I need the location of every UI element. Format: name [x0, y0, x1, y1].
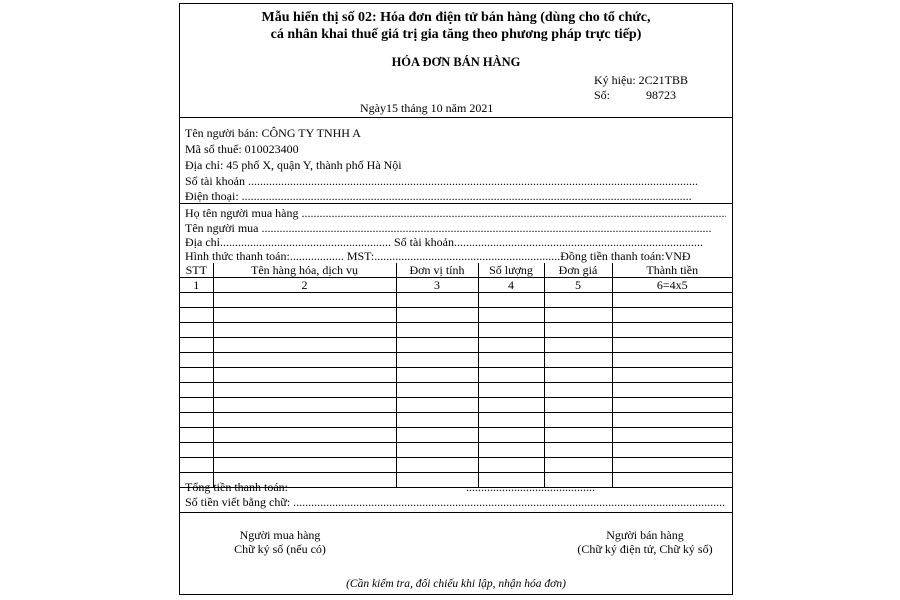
seller-name: Tên người bán: CÔNG TY TNHH A — [185, 126, 361, 140]
invoice-symbol: Ký hiệu: 2C21TBB — [594, 73, 689, 87]
table-cell — [544, 353, 612, 368]
table-cell — [180, 308, 213, 323]
table-cell — [612, 353, 732, 368]
table-cell — [396, 428, 478, 443]
items-table — [180, 263, 732, 488]
invoice-title: HÓA ĐƠN BÁN HÀNG — [391, 55, 521, 69]
table-cell — [544, 368, 612, 383]
table-cell — [544, 308, 612, 323]
table-cell — [612, 383, 732, 398]
seller-tax-code: Mã số thuế: 010023400 — [185, 142, 299, 156]
col-header: Số lượng — [478, 263, 544, 278]
table-row — [180, 368, 732, 383]
table-cell — [213, 308, 396, 323]
buyer-signature-title: Người mua hàng — [239, 528, 321, 542]
table-cell — [213, 428, 396, 443]
table-cell — [180, 368, 213, 383]
col-header: Tên hàng hóa, dịch vụ — [213, 263, 396, 278]
buyer-account: Số tài khoản — [394, 236, 454, 249]
table-cell — [396, 368, 478, 383]
table-cell — [544, 323, 612, 338]
table-cell — [396, 323, 478, 338]
table-row — [180, 353, 732, 368]
table-cell — [396, 353, 478, 368]
buyer-name: Tên người mua ..... — [185, 222, 726, 236]
buyer-full-name: Họ tên người mua hàng ..... — [185, 207, 726, 221]
table-cell — [213, 338, 396, 353]
table-cell — [180, 428, 213, 443]
table-row — [180, 398, 732, 413]
table-cell — [544, 443, 612, 458]
table-cell — [478, 353, 544, 368]
table-header-row — [180, 263, 732, 278]
table-cell — [396, 398, 478, 413]
table-cell: 6=4x5 — [612, 278, 732, 293]
table-cell — [213, 398, 396, 413]
table-cell — [544, 398, 612, 413]
table-row — [180, 308, 732, 323]
table-cell — [478, 458, 544, 473]
invoice-number-value: 98723 — [646, 88, 677, 102]
table-index-row — [180, 278, 732, 293]
seller-signature-note: (Chữ ký điện tử, Chữ ký số) — [577, 541, 713, 556]
table-cell — [478, 323, 544, 338]
table-cell — [180, 458, 213, 473]
table-cell — [478, 428, 544, 443]
invoice-number-label: Số: — [594, 88, 611, 102]
table-cell — [180, 323, 213, 338]
seller-signature-title: Người bán hàng — [606, 528, 684, 542]
divider — [180, 117, 732, 118]
table-cell — [213, 383, 396, 398]
table-cell — [478, 413, 544, 428]
table-cell — [544, 338, 612, 353]
table-cell — [180, 398, 213, 413]
col-header: STT — [180, 263, 213, 278]
table-cell — [396, 413, 478, 428]
table-row — [180, 383, 732, 398]
table-cell — [180, 293, 213, 308]
table-cell — [612, 428, 732, 443]
table-cell — [180, 383, 213, 398]
table-cell — [544, 428, 612, 443]
table-cell — [396, 443, 478, 458]
col-header: Thành tiền — [612, 263, 732, 278]
buyer-mst: MST: — [346, 249, 375, 263]
seller-address: Địa chỉ: 45 phố X, quận Y, thành phố Hà Nội — [185, 158, 402, 172]
table-cell — [612, 443, 732, 458]
table-cell — [612, 413, 732, 428]
table-cell — [478, 398, 544, 413]
amount-in-words: Số tiền viết bằng chữ: ..... — [185, 496, 726, 510]
table-cell — [544, 413, 612, 428]
table-cell — [180, 338, 213, 353]
table-row — [180, 458, 732, 473]
payment-method: Hình thức thanh toán: — [185, 249, 290, 263]
table-row — [180, 293, 732, 308]
table-cell — [612, 398, 732, 413]
table-cell — [612, 323, 732, 338]
seller-signature-block — [560, 529, 730, 557]
table-cell — [478, 383, 544, 398]
table-cell: 3 — [396, 278, 478, 293]
table-cell — [478, 308, 544, 323]
invoice-document — [179, 3, 733, 595]
table-row — [180, 413, 732, 428]
buyer-signature-note: Chữ ký số (nếu có) — [234, 541, 326, 556]
footer-note: (Cần kiểm tra, đối chiếu khi lập, nhận hóa đơn) — [346, 578, 566, 590]
table-cell — [213, 443, 396, 458]
table-cell — [213, 323, 396, 338]
table-row — [180, 338, 732, 353]
invoice-date: Ngày15 tháng 10 năm 2021 — [360, 101, 494, 115]
table-cell — [478, 368, 544, 383]
total-payment-label: Tổng tiền thanh toán: — [185, 480, 288, 494]
table-cell — [544, 293, 612, 308]
table-cell — [213, 413, 396, 428]
table-cell — [544, 383, 612, 398]
col-header: Đơn giá — [544, 263, 612, 278]
total-payment-row: Tổng tiền thanh toán: ........................................... — [185, 480, 595, 494]
table-row — [180, 428, 732, 443]
template-title-line2: cá nhân khai thuế giá trị gia tăng theo phương pháp trực tiếp) — [270, 27, 642, 42]
table-cell — [612, 368, 732, 383]
table-cell — [213, 368, 396, 383]
table-cell — [396, 383, 478, 398]
table-cell — [478, 443, 544, 458]
invoice-number — [594, 89, 676, 103]
table-cell — [396, 308, 478, 323]
table-cell — [180, 443, 213, 458]
divider — [180, 203, 732, 204]
buyer-payment-row: Hình thức thanh toán:.................. MST:..............................................................Đồng tiền thanh toán:VNĐ — [185, 249, 691, 263]
table-cell — [213, 458, 396, 473]
table-body — [180, 293, 732, 488]
table-cell — [213, 353, 396, 368]
table-cell — [180, 413, 213, 428]
table-cell — [612, 458, 732, 473]
buyer-signature-block — [210, 529, 350, 557]
seller-account: Số tài khoản ..... — [185, 175, 702, 189]
col-header: Đơn vị tính — [396, 263, 478, 278]
table-cell — [544, 458, 612, 473]
table-cell — [612, 308, 732, 323]
table-cell: 5 — [544, 278, 612, 293]
divider — [180, 512, 732, 513]
table-cell — [396, 293, 478, 308]
table-cell — [396, 338, 478, 353]
table-cell — [612, 293, 732, 308]
table-cell — [478, 293, 544, 308]
buyer-address: Địa chỉ — [185, 236, 220, 249]
table-cell: 4 — [478, 278, 544, 293]
table-row — [180, 443, 732, 458]
table-cell — [396, 458, 478, 473]
buyer-address-row: Địa chỉ......................................................... Số tài khoản................................................................................... — [185, 236, 703, 249]
table-row — [180, 323, 732, 338]
table-cell — [213, 293, 396, 308]
table-cell: 1 — [180, 278, 213, 293]
table-cell — [478, 338, 544, 353]
currency: Đồng tiền thanh toán:VNĐ — [560, 249, 691, 263]
template-title-line1: Mẫu hiển thị số 02: Hóa đơn điện tử bán hàng (dùng cho tổ chức, — [261, 10, 651, 25]
table-cell — [612, 338, 732, 353]
table-cell: 2 — [213, 278, 396, 293]
table-cell — [612, 473, 732, 488]
table-cell — [180, 353, 213, 368]
seller-phone: Điện thoại: ..... — [185, 190, 702, 204]
